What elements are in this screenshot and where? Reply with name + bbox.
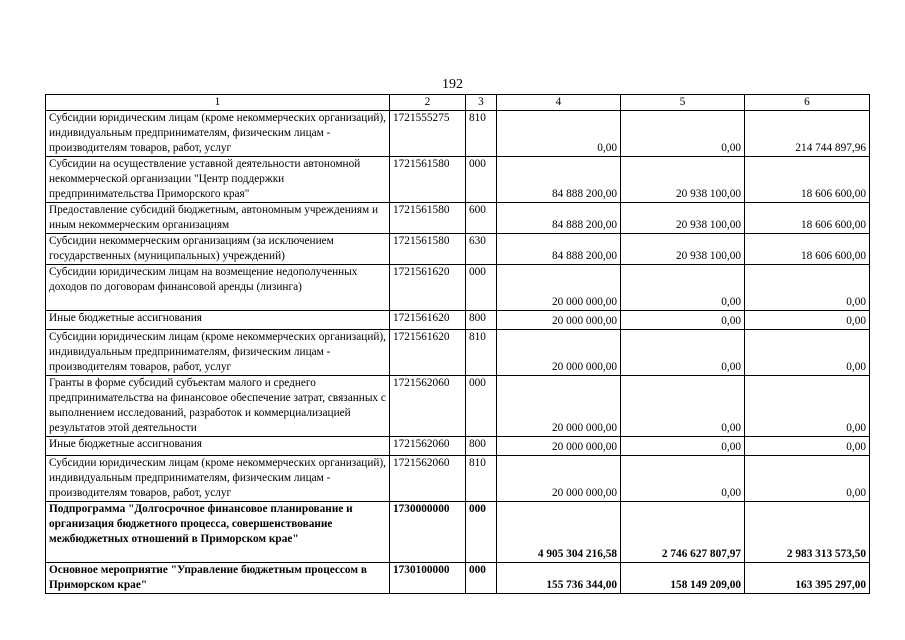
row-value-6: 18 606 600,00 bbox=[745, 157, 870, 203]
row-type: 000 bbox=[466, 157, 497, 203]
row-type: 630 bbox=[466, 234, 497, 265]
row-name: Основное мероприятие "Управление бюджетным процессом в Приморском крае" bbox=[46, 563, 390, 594]
row-code: 1721561620 bbox=[390, 265, 466, 311]
row-code: 1721562060 bbox=[390, 376, 466, 437]
table-row bbox=[46, 203, 870, 234]
row-code: 1721562060 bbox=[390, 456, 466, 502]
page-number: 192 bbox=[442, 77, 463, 92]
row-value-6: 0,00 bbox=[745, 265, 870, 311]
row-code: 1721561620 bbox=[390, 311, 466, 330]
row-value-5: 0,00 bbox=[621, 456, 745, 502]
row-value-4: 20 000 000,00 bbox=[497, 456, 621, 502]
row-value-4: 0,00 bbox=[497, 111, 621, 157]
row-value-5: 0,00 bbox=[621, 330, 745, 376]
row-value-4: 20 000 000,00 bbox=[497, 376, 621, 437]
row-value-5: 0,00 bbox=[621, 265, 745, 311]
row-code: 1721561580 bbox=[390, 234, 466, 265]
header-cell-1: 1 bbox=[46, 95, 390, 111]
row-type: 810 bbox=[466, 330, 497, 376]
row-name: Субсидии юридическим лицам (кроме некоммерческих организаций), индивидуальным предпринимателям, физическим лицам - производителям товаров, работ, услуг bbox=[46, 456, 390, 502]
row-code: 1721562060 bbox=[390, 437, 466, 456]
row-name: Гранты в форме субсидий субъектам малого и среднего предпринимательства на финансовое обеспечение затрат, связанных с выполнением исследований, разработок и коммерциализацией результатов этой деятельности bbox=[46, 376, 390, 437]
row-type: 800 bbox=[466, 437, 497, 456]
row-type: 810 bbox=[466, 111, 497, 157]
table-row bbox=[46, 111, 870, 157]
row-value-5: 20 938 100,00 bbox=[621, 157, 745, 203]
row-code: 1721555275 bbox=[390, 111, 466, 157]
row-value-4: 20 000 000,00 bbox=[497, 265, 621, 311]
row-type: 600 bbox=[466, 203, 497, 234]
table-row bbox=[46, 502, 870, 563]
row-value-5: 0,00 bbox=[621, 437, 745, 456]
row-value-6: 214 744 897,96 bbox=[745, 111, 870, 157]
row-code: 1730100000 bbox=[390, 563, 466, 594]
row-value-4: 20 000 000,00 bbox=[497, 330, 621, 376]
row-name: Субсидии юридическим лицам (кроме некоммерческих организаций), индивидуальным предпринимателям, физическим лицам - производителям товаров, работ, услуг bbox=[46, 330, 390, 376]
row-value-6: 0,00 bbox=[745, 376, 870, 437]
row-value-4: 20 000 000,00 bbox=[497, 437, 621, 456]
table-row bbox=[46, 265, 870, 311]
row-name: Предоставление субсидий бюджетным, автономным учреждениям и иным некоммерческим организациям bbox=[46, 203, 390, 234]
header-row bbox=[46, 95, 870, 111]
budget-table bbox=[45, 94, 870, 594]
row-type: 000 bbox=[466, 376, 497, 437]
row-value-6: 0,00 bbox=[745, 437, 870, 456]
row-value-5: 2 746 627 807,97 bbox=[621, 502, 745, 563]
header-cell-6: 6 bbox=[745, 95, 870, 111]
row-code: 1730000000 bbox=[390, 502, 466, 563]
row-name: Субсидии на осуществление уставной деятельности автономной некоммерческой организации "Центр поддержки предпринимательства Приморского края" bbox=[46, 157, 390, 203]
row-value-5: 0,00 bbox=[621, 376, 745, 437]
table-row bbox=[46, 563, 870, 594]
table-row bbox=[46, 157, 870, 203]
row-value-6: 0,00 bbox=[745, 456, 870, 502]
row-name: Субсидии некоммерческим организациям (за исключением государственных (муниципальных) учреждений) bbox=[46, 234, 390, 265]
row-value-5: 0,00 bbox=[621, 111, 745, 157]
row-value-6: 18 606 600,00 bbox=[745, 234, 870, 265]
header-cell-3: 3 bbox=[466, 95, 497, 111]
row-name: Иные бюджетные ассигнования bbox=[46, 311, 390, 330]
row-code: 1721561620 bbox=[390, 330, 466, 376]
row-type: 000 bbox=[466, 502, 497, 563]
row-value-4: 84 888 200,00 bbox=[497, 157, 621, 203]
table-row bbox=[46, 437, 870, 456]
table-row bbox=[46, 330, 870, 376]
row-value-4: 84 888 200,00 bbox=[497, 234, 621, 265]
row-name: Субсидии юридическим лицам (кроме некоммерческих организаций), индивидуальным предпринимателям, физическим лицам - производителям товаров, работ, услуг bbox=[46, 111, 390, 157]
table-row bbox=[46, 376, 870, 437]
row-type: 810 bbox=[466, 456, 497, 502]
row-value-4: 84 888 200,00 bbox=[497, 203, 621, 234]
row-name: Иные бюджетные ассигнования bbox=[46, 437, 390, 456]
row-value-5: 158 149 209,00 bbox=[621, 563, 745, 594]
row-value-5: 20 938 100,00 bbox=[621, 234, 745, 265]
row-type: 000 bbox=[466, 563, 497, 594]
row-type: 000 bbox=[466, 265, 497, 311]
row-type: 800 bbox=[466, 311, 497, 330]
row-value-5: 20 938 100,00 bbox=[621, 203, 745, 234]
row-code: 1721561580 bbox=[390, 157, 466, 203]
row-value-4: 20 000 000,00 bbox=[497, 311, 621, 330]
row-value-6: 0,00 bbox=[745, 330, 870, 376]
table-row bbox=[46, 234, 870, 265]
row-value-6: 0,00 bbox=[745, 311, 870, 330]
header-cell-2: 2 bbox=[390, 95, 466, 111]
header-cell-4: 4 bbox=[497, 95, 621, 111]
row-code: 1721561580 bbox=[390, 203, 466, 234]
row-value-5: 0,00 bbox=[621, 311, 745, 330]
row-value-6: 163 395 297,00 bbox=[745, 563, 870, 594]
row-name: Подпрограмма "Долгосрочное финансовое планирование и организация бюджетного процесса, совершенствование межбюджетных отношений в Приморском крае" bbox=[46, 502, 390, 563]
row-name: Субсидии юридическим лицам на возмещение недополученных доходов по договорам финансовой аренды (лизинга) bbox=[46, 265, 390, 311]
row-value-4: 4 905 304 216,58 bbox=[497, 502, 621, 563]
header-cell-5: 5 bbox=[621, 95, 745, 111]
row-value-6: 18 606 600,00 bbox=[745, 203, 870, 234]
row-value-6: 2 983 313 573,50 bbox=[745, 502, 870, 563]
row-value-4: 155 736 344,00 bbox=[497, 563, 621, 594]
table-row bbox=[46, 311, 870, 330]
table-row bbox=[46, 456, 870, 502]
